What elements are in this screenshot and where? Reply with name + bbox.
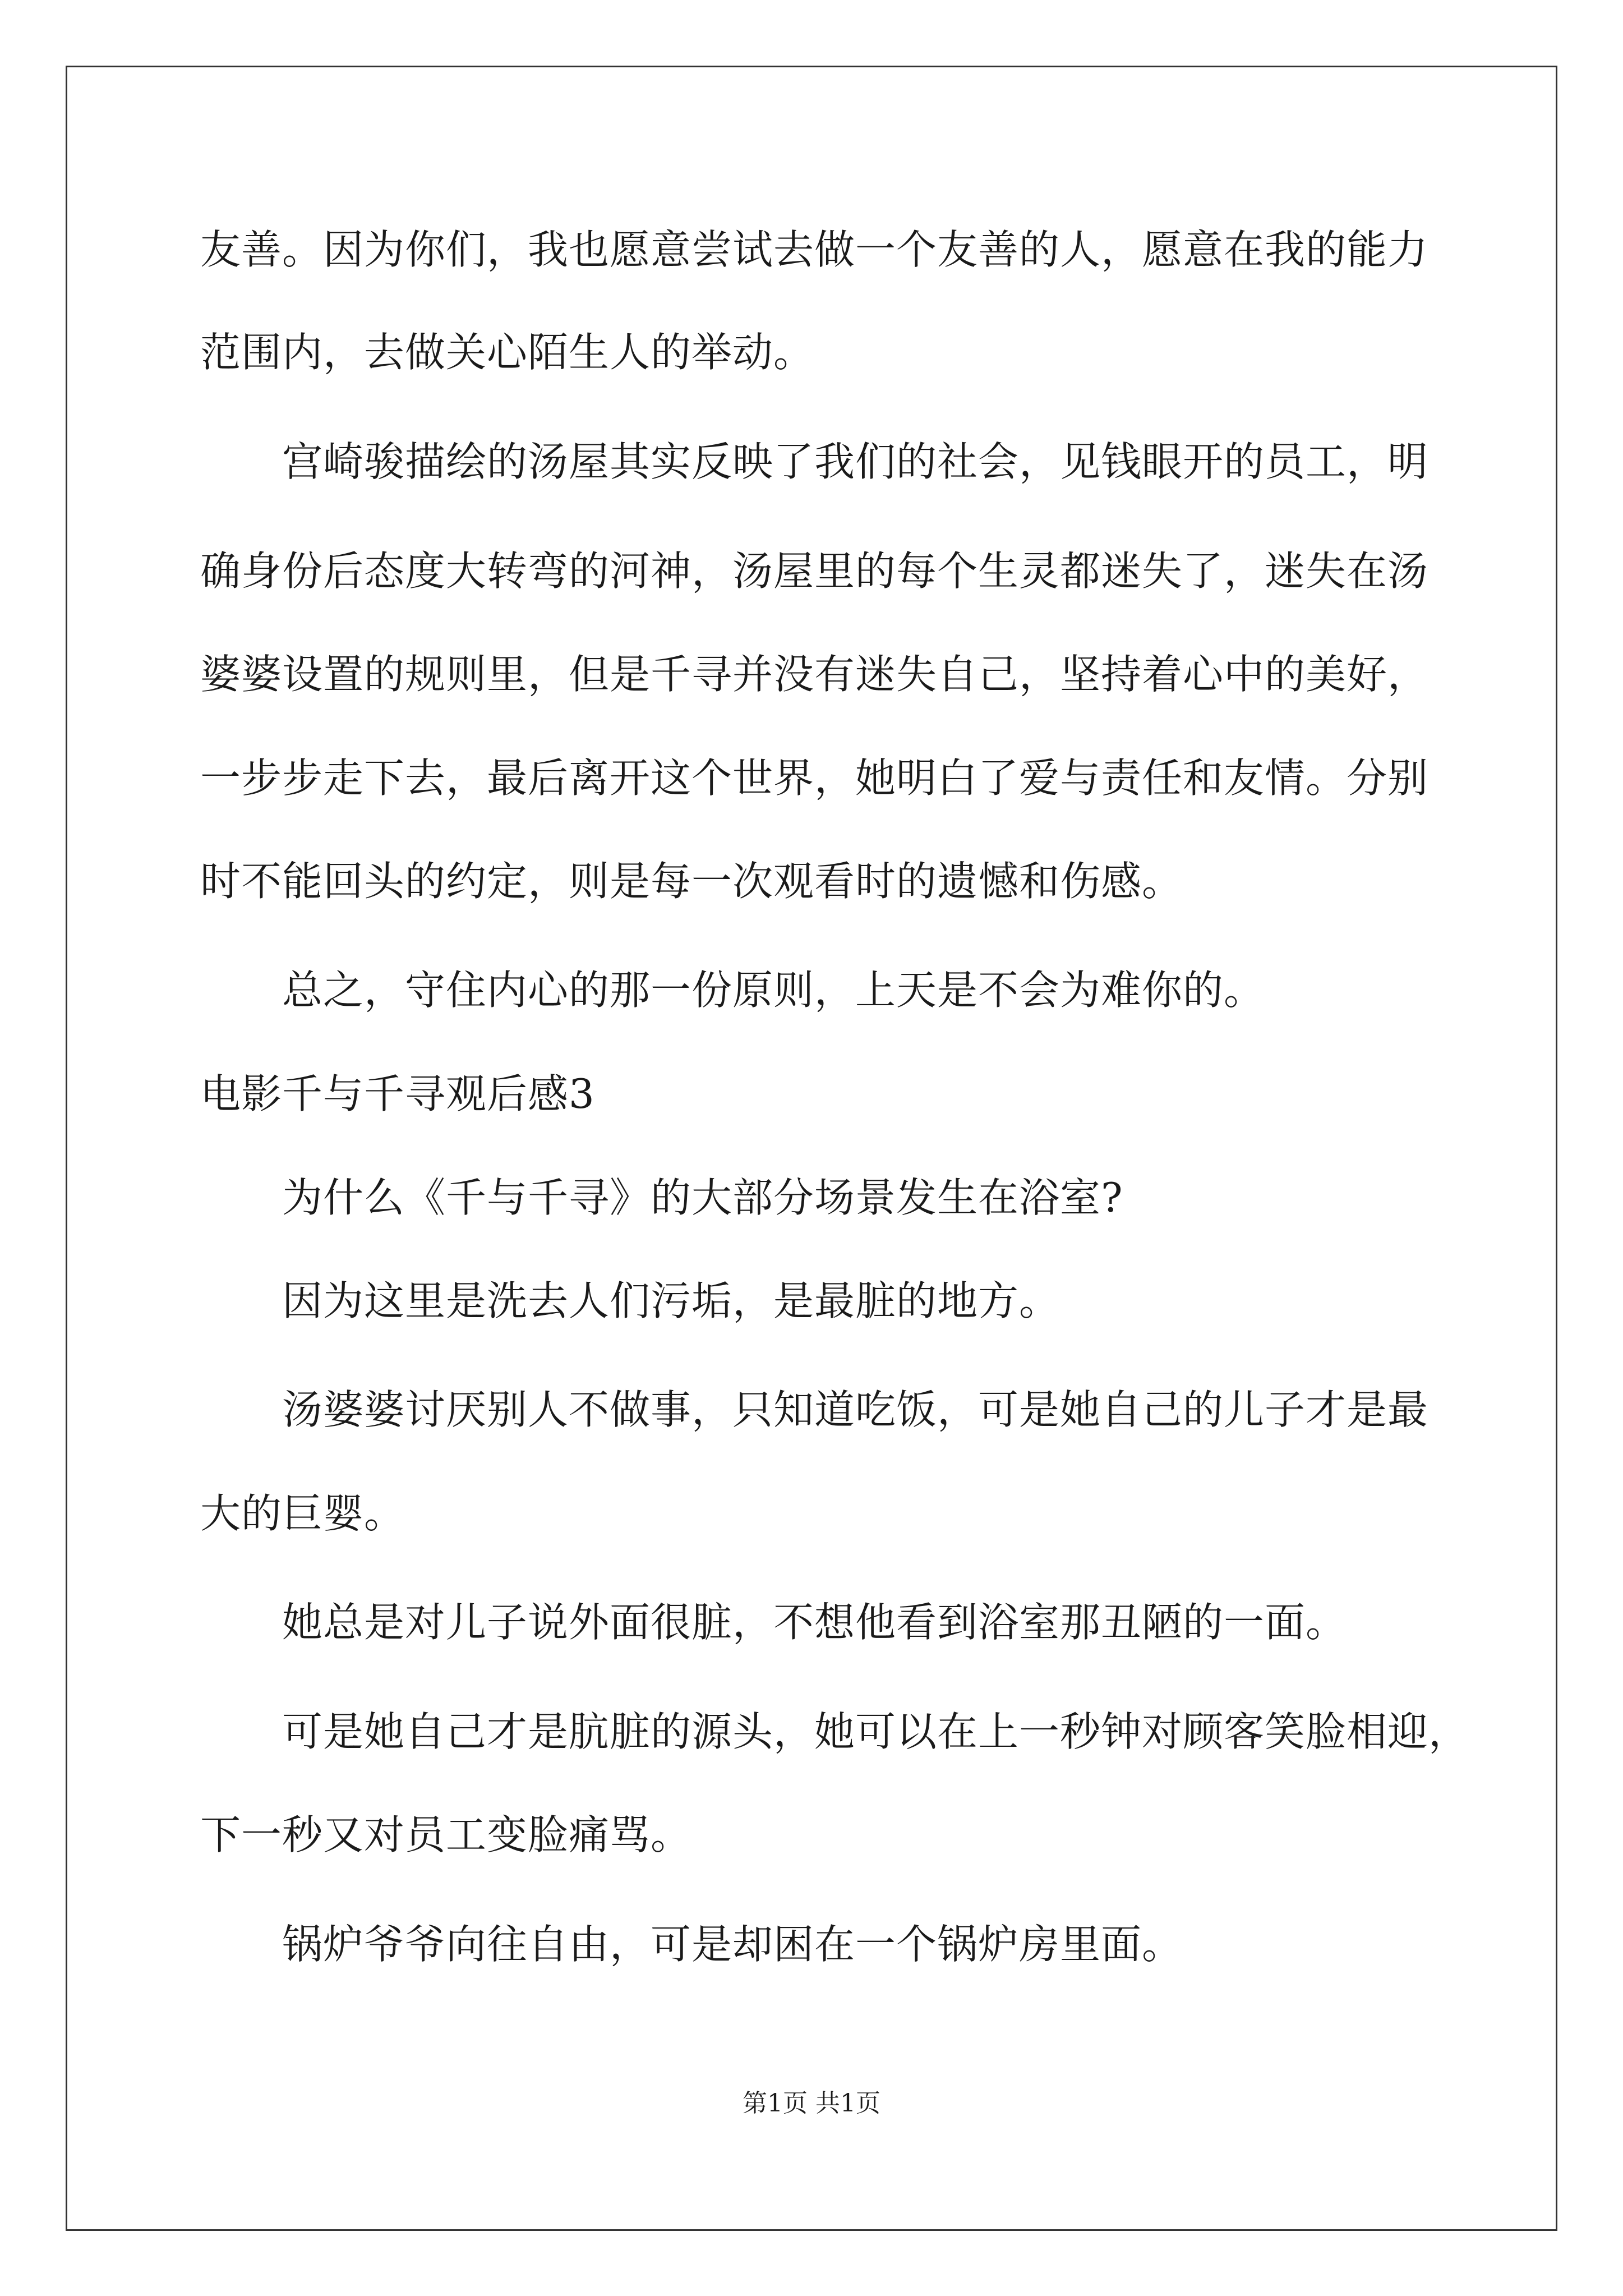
text-line: 确身份后态度大转弯的河神，汤屋里的每个生灵都迷失了，迷失在汤: [200, 547, 1429, 595]
paragraph-start: 可是她自己才是肮脏的源头，她可以在上一秒钟对顾客笑脸相迎，: [282, 1708, 1470, 1755]
paragraph-start: 她总是对儿子说外面很脏，不想他看到浴室那丑陋的一面。: [282, 1599, 1347, 1646]
text-line: 一步步走下去，最后离开这个世界，她明白了爱与责任和友情。分别: [200, 754, 1429, 802]
paragraph-start: 为什么《千与千寻》的大部分场景发生在浴室?: [282, 1174, 1123, 1221]
text-line: 友善。因为你们，我也愿意尝试去做一个友善的人，愿意在我的能力: [200, 226, 1429, 273]
text-line: 大的巨婴。: [200, 1490, 405, 1537]
paragraph-start: 汤婆婆讨厌别人不做事，只知道吃饭，可是她自己的儿子才是最: [282, 1386, 1429, 1433]
page-border: [66, 66, 1557, 2231]
paragraph-start: 锅炉爷爷向往自由，可是却困在一个锅炉房里面。: [282, 1921, 1183, 1968]
text-line: 范围内，去做关心陌生人的举动。: [200, 329, 815, 376]
paragraph-start: 总之，守住内心的那一份原则，上天是不会为难你的。: [282, 967, 1265, 1014]
paragraph-start: 宫崎骏描绘的汤屋其实反映了我们的社会，见钱眼开的员工，明: [282, 438, 1429, 485]
section-heading: 电影千与千寻观后感3: [200, 1070, 595, 1117]
text-line: 时不能回头的约定，则是每一次观看时的遗憾和伤感。: [200, 858, 1183, 905]
page-footer: 第1页 共1页: [743, 2089, 880, 2118]
paragraph-start: 因为这里是洗去人们污垢，是最脏的地方。: [282, 1277, 1061, 1324]
text-line: 婆婆设置的规则里，但是千寻并没有迷失自己，坚持着心中的美好，: [200, 651, 1429, 698]
text-line: 下一秒又对员工变脸痛骂。: [200, 1811, 692, 1858]
